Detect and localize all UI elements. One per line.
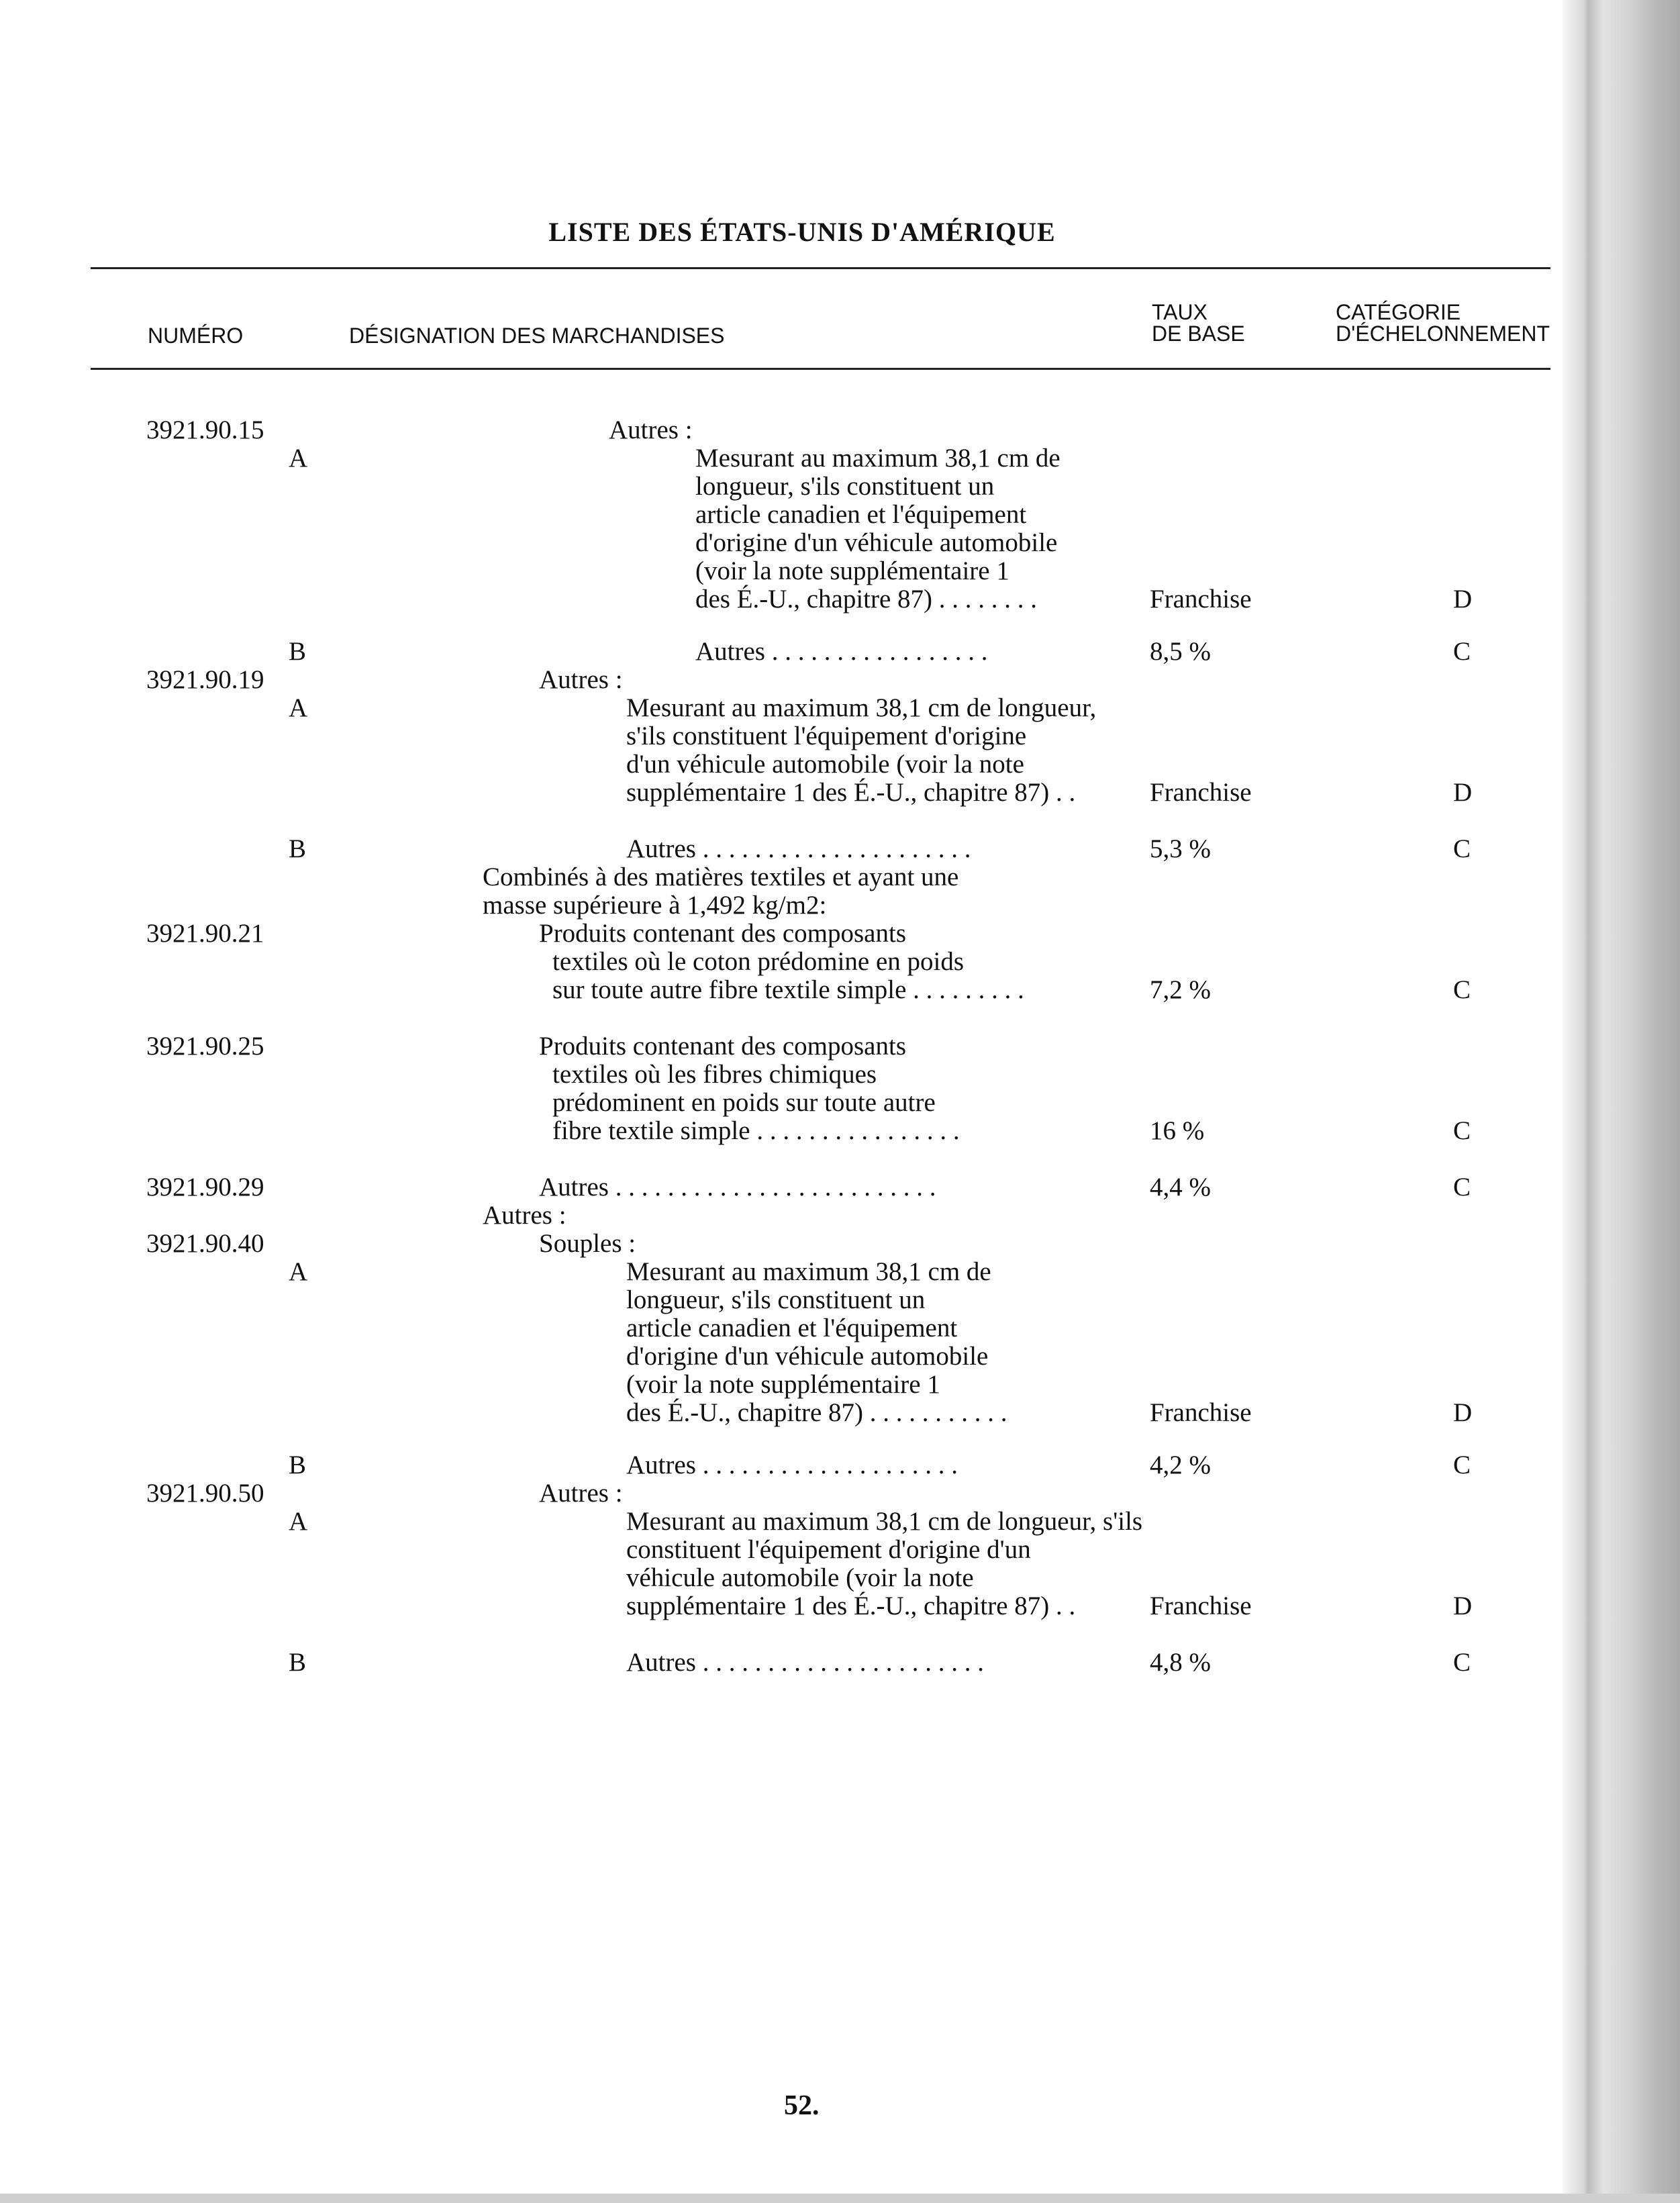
designation-line: Mesurant au maximum 38,1 cm de longueur, s'ils xyxy=(626,1507,1143,1536)
base-rate: Franchise xyxy=(1150,1398,1252,1427)
staging-category: D xyxy=(1453,585,1473,614)
subheading-letter: A xyxy=(289,1507,308,1536)
designation-line: d'origine d'un véhicule automobile xyxy=(695,528,1058,557)
designation-line: fibre textile simple . . . . . . . . . . . . . . . . xyxy=(552,1116,960,1145)
page-title: LISTE DES ÉTATS-UNIS D'AMÉRIQUE xyxy=(548,217,1056,247)
staging-category: D xyxy=(1453,778,1473,807)
subheading-letter: B xyxy=(289,1451,307,1479)
designation-line: Autres . . . . . . . . . . . . . . . . . . . . . . xyxy=(626,1648,984,1677)
page-number: 52. xyxy=(784,2090,820,2121)
subheading-letter: B xyxy=(289,834,307,863)
designation-line: Mesurant au maximum 38,1 cm de xyxy=(626,1257,991,1286)
designation-line: prédominent en poids sur toute autre xyxy=(552,1088,936,1117)
designation-line: Mesurant au maximum 38,1 cm de longueur, xyxy=(626,693,1097,722)
designation-line: supplémentaire 1 des É.-U., chapitre 87) . . xyxy=(626,1592,1076,1620)
designation-line: longueur, s'ils constituent un xyxy=(695,472,995,501)
tariff-number: 3921.90.15 xyxy=(146,415,264,444)
tariff-number: 3921.90.40 xyxy=(146,1229,264,1258)
header-taux-line1: TAUX xyxy=(1152,300,1207,324)
subheading-letter: B xyxy=(289,1648,307,1677)
base-rate: Franchise xyxy=(1150,585,1252,614)
header-categorie-line1: CATÉGORIE xyxy=(1336,300,1461,324)
staging-category: D xyxy=(1453,1398,1473,1427)
staging-category: C xyxy=(1453,1173,1471,1202)
tariff-number: 3921.90.25 xyxy=(146,1032,264,1061)
base-rate: 8,5 % xyxy=(1150,637,1211,666)
designation-line: Autres : xyxy=(483,1201,566,1230)
header-taux-line2: DE BASE xyxy=(1152,322,1245,346)
base-rate: 4,8 % xyxy=(1150,1648,1211,1677)
designation-line: Autres : xyxy=(609,415,693,444)
scan-bottom-edge xyxy=(0,2194,1680,2203)
designation-line: constituent l'équipement d'origine d'un xyxy=(626,1535,1031,1564)
tariff-number: 3921.90.21 xyxy=(146,919,264,948)
designation-line: Autres . . . . . . . . . . . . . . . . . . . . . . . . . xyxy=(539,1173,936,1202)
staging-category: C xyxy=(1453,834,1471,863)
base-rate: 5,3 % xyxy=(1150,834,1211,863)
header-designation: DÉSIGNATION DES MARCHANDISES xyxy=(349,324,725,348)
base-rate: Franchise xyxy=(1150,778,1252,807)
base-rate: 4,4 % xyxy=(1150,1173,1211,1202)
designation-line: Autres : xyxy=(539,665,623,694)
base-rate: Franchise xyxy=(1150,1592,1252,1620)
base-rate: 7,2 % xyxy=(1150,975,1211,1004)
designation-line: longueur, s'ils constituent un xyxy=(626,1285,926,1314)
designation-line: Produits contenant des composants xyxy=(539,919,907,948)
subheading-letter: A xyxy=(289,1257,308,1286)
staging-category: C xyxy=(1453,1451,1471,1479)
designation-line: d'un véhicule automobile (voir la note xyxy=(626,750,1024,779)
designation-line: (voir la note supplémentaire 1 xyxy=(626,1370,940,1399)
designation-line: sur toute autre fibre textile simple . . . . . . . . . xyxy=(552,975,1024,1004)
subheading-letter: B xyxy=(289,637,307,666)
designation-line: article canadien et l'équipement xyxy=(626,1314,958,1342)
tariff-number: 3921.90.29 xyxy=(146,1173,264,1202)
staging-category: C xyxy=(1453,1648,1471,1677)
designation-line: Autres : xyxy=(539,1479,623,1508)
designation-line: supplémentaire 1 des É.-U., chapitre 87) . . xyxy=(626,778,1076,807)
designation-line: Autres . . . . . . . . . . . . . . . . . . . . . xyxy=(626,834,971,863)
header-numero: NUMÉRO xyxy=(148,324,244,348)
designation-line: Souples : xyxy=(539,1229,636,1258)
base-rate: 16 % xyxy=(1150,1116,1205,1145)
subheading-letter: A xyxy=(289,444,308,473)
designation-line: textiles où le coton prédomine en poids xyxy=(552,947,965,976)
staging-category: C xyxy=(1453,975,1471,1004)
designation-line: des É.-U., chapitre 87) . . . . . . . . xyxy=(695,585,1038,614)
designation-line: masse supérieure à 1,492 kg/m2: xyxy=(483,891,827,920)
base-rate: 4,2 % xyxy=(1150,1451,1211,1479)
scan-page-edge xyxy=(1563,0,1680,2203)
tariff-number: 3921.90.19 xyxy=(146,665,264,694)
designation-line: textiles où les fibres chimiques xyxy=(552,1060,877,1089)
designation-line: Autres . . . . . . . . . . . . . . . . . . . . xyxy=(626,1451,958,1479)
tariff-number: 3921.90.50 xyxy=(146,1479,264,1508)
header-categorie-line2: D'ÉCHELONNEMENT xyxy=(1336,322,1550,346)
designation-line: Mesurant au maximum 38,1 cm de xyxy=(695,444,1060,473)
designation-line: Combinés à des matières textiles et ayant une xyxy=(483,863,959,891)
designation-line: véhicule automobile (voir la note xyxy=(626,1563,974,1592)
subheading-letter: A xyxy=(289,693,308,722)
designation-line: Produits contenant des composants xyxy=(539,1032,907,1061)
header-top-rule xyxy=(91,267,1550,269)
designation-line: Autres . . . . . . . . . . . . . . . . . xyxy=(695,637,988,666)
designation-line: (voir la note supplémentaire 1 xyxy=(695,556,1009,585)
designation-line: des É.-U., chapitre 87) . . . . . . . . . . . xyxy=(626,1398,1007,1427)
designation-line: s'ils constituent l'équipement d'origine xyxy=(626,722,1027,750)
designation-line: article canadien et l'équipement xyxy=(695,500,1027,529)
designation-line: d'origine d'un véhicule automobile xyxy=(626,1342,989,1371)
staging-category: C xyxy=(1453,1116,1471,1145)
header-bottom-rule xyxy=(91,368,1550,370)
staging-category: C xyxy=(1453,637,1471,666)
staging-category: D xyxy=(1453,1592,1473,1620)
